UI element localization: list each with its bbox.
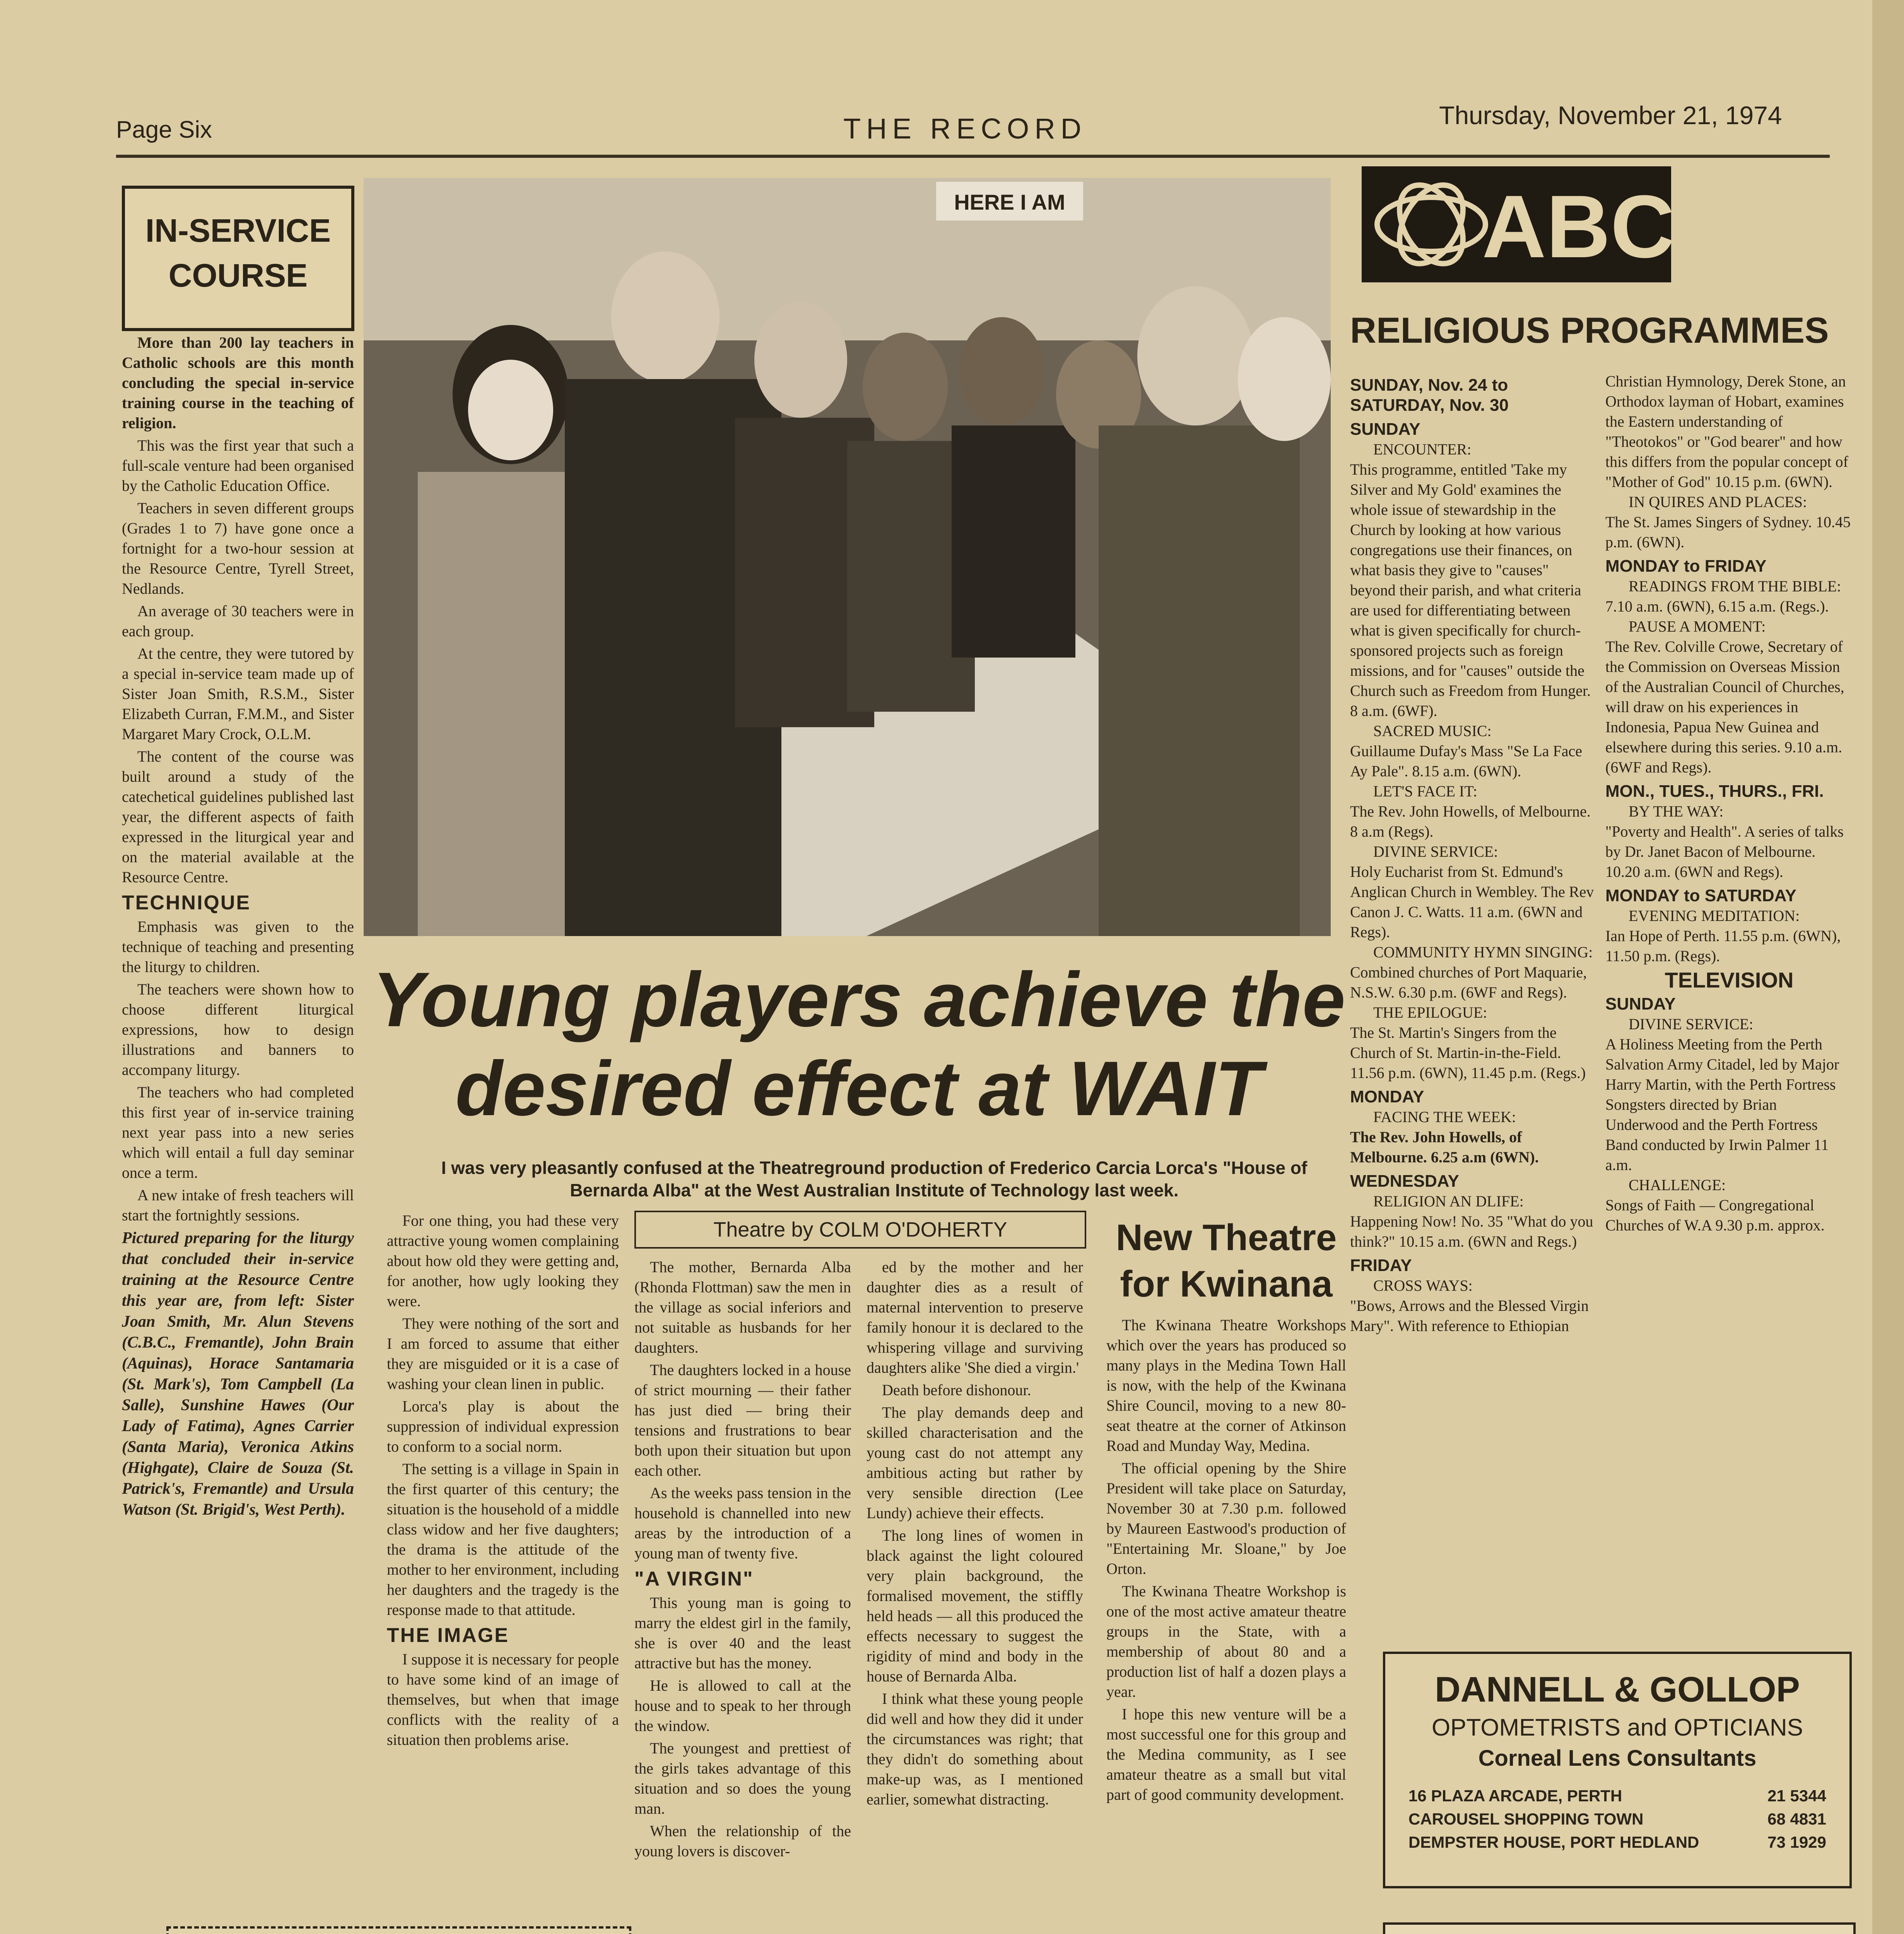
wait-col3	[867, 1257, 1083, 1812]
inservice-title-line1: IN-SERVICE	[145, 212, 331, 249]
abc-description: 7.10 a.m. (6WN), 6.15 a.m. (Regs.).	[1605, 598, 1829, 615]
abc-programme: RELIGION AN DLIFE:	[1373, 1193, 1524, 1210]
dannell-place: CAROUSEL SHOPPING TOWN	[1408, 1810, 1644, 1828]
abc-description: The St. James Singers of Sydney. 10.45 p.m. (6WN).	[1605, 513, 1851, 551]
abc-day: MON., TUES., THURS., FRI.	[1605, 782, 1824, 801]
wait-para: The youngest and prettiest of the girls takes advantage of this situation and so does the young man.	[634, 1739, 851, 1817]
abc-programmes-col1	[1350, 371, 1598, 1336]
abc-logo-text: ABC	[1482, 177, 1671, 276]
newtheatre-para: The Kwinana Theatre Workshop is one of the most active amateur theatre groups in the State, with a membership of about 80 and a production list of half a dozen plays a year.	[1106, 1582, 1346, 1700]
theatre-byline: Theatre by COLM O'DOHERTY	[634, 1211, 1086, 1249]
abc-description: Christian Hymnology, Derek Stone, an Orthodox layman of Hobart, examines the Eastern understanding of "Theotokos" or "God bearer" and how this differs from the popular concept of "Mother of God" 10.15 p.m. (6WN).	[1605, 372, 1848, 490]
abc-programme: DIVINE SERVICE:	[1373, 843, 1498, 860]
abc-description: This programme, entitled 'Take my Silver and My Gold' examines the whole issue of stewardship in the Church by looking at how various congregations use their finances, on what basis they give to "causes" beyond their parish, and what criteria are used for differentiating between what is given specifically for church-sponsored projects such as foreign missions, and for "causes" outside the Church such as Freedom from Hunger. 8 a.m. (6WF).	[1350, 461, 1591, 719]
wait-para: He is allowed to call at the house and to speak to her through the window.	[634, 1677, 851, 1734]
abc-programme: THE EPILOGUE:	[1373, 1004, 1487, 1021]
technique-para: The teachers were shown how to choose different liturgical expressions, how to design illustrations and banners to accompany liturgy.	[122, 981, 354, 1078]
dannell-phone: 73 1929	[1767, 1833, 1826, 1851]
inservice-title-line2: COURSE	[168, 257, 308, 294]
wait-col1	[387, 1211, 619, 1752]
wait-para: Lorca's play is about the suppression of individual expression to conform to a social norm.	[387, 1398, 619, 1455]
clontarf-ad	[166, 1926, 631, 1934]
issue-date: Thursday, November 21, 1974	[1439, 101, 1782, 130]
technique-para: The teachers who had completed this first year of in-service training next year pass into a new series which will entail a full day seminar once a term.	[122, 1083, 354, 1181]
religious-programmes-heading: RELIGIOUS PROGRAMMES	[1350, 310, 1829, 350]
abc-dates: SUNDAY, Nov. 24 to SATURDAY, Nov. 30	[1350, 376, 1509, 415]
dannell-row	[1408, 1787, 1826, 1805]
newtheatre-para: I hope this new venture will be a most successful one for this group and the Medina community, as I see amateur theatre as a small but vital part of good community development.	[1106, 1705, 1346, 1803]
abc-lissajous-icon	[1362, 166, 1671, 282]
wait-para: The mother, Bernarda Alba (Rhonda Flottman) saw the men in the village as social inferiors and not suitable as husbands for her daughters.	[634, 1258, 851, 1356]
inservice-para: Teachers in seven different groups (Grades 1 to 7) have gone once a fortnight for a two-hour session at the Resource Centre, Tyrell Street, Nedlands.	[122, 499, 354, 597]
inservice-para: More than 200 lay teachers in Catholic schools are this month concluding the special in-service training course in the teaching of religion.	[122, 334, 354, 432]
inservice-title-box	[122, 186, 354, 331]
dannell-place: DEMPSTER HOUSE, PORT HEDLAND	[1408, 1833, 1699, 1851]
dannell-sub: OPTOMETRISTS and OPTICIANS	[1431, 1714, 1803, 1741]
header-rule	[116, 155, 1830, 158]
abc-description: The St. Martin's Singers from the Church of St. Martin-in-the-Field. 11.56 p.m. (6WN), 11.45 p.m. (Regs.)	[1350, 1024, 1586, 1081]
abc-description: The Rev. John Howells, of Melbourne. 8 a.m (Regs).	[1350, 803, 1591, 840]
dannell-locations	[1408, 1787, 1826, 1852]
television-subhead: TELEVISION	[1665, 968, 1794, 992]
abc-day: SUNDAY	[1605, 994, 1676, 1013]
masthead: THE RECORD	[843, 113, 1087, 145]
wait-para: I think what these young people did well and how they did it under the circumstances was right; that they didn't do something about make-up was, as I mentioned earlier, somewhat distracting.	[867, 1690, 1083, 1808]
wait-para: This young man is going to marry the eldest girl in the family, she is over 40 and the least attractive but has the money.	[634, 1594, 851, 1672]
abc-description: The Rev. Colville Crowe, Secretary of the Commission on Overseas Mission of the Australian Council of Churches, will draw on his experiences in Indonesia, Papua New Guinea and elsewhere during this series. 9.10 a.m. (6WF and Regs).	[1605, 638, 1844, 776]
abc-description: Songs of Faith — Congregational Churches of W.A 9.30 p.m. approx.	[1605, 1196, 1825, 1234]
newtheatre-article	[1106, 1315, 1346, 1807]
abc-programme: BY THE WAY:	[1629, 803, 1724, 820]
wait-para: When the relationship of the young lovers is discover-	[634, 1822, 851, 1860]
abc-programmes-col2	[1605, 371, 1853, 1235]
abc-programme: CROSS WAYS:	[1373, 1277, 1473, 1294]
photo-illustration	[364, 178, 1331, 936]
abc-description: Guillaume Dufay's Mass "Se La Face Ay Pale". 8.15 a.m. (6WN).	[1350, 742, 1583, 780]
wait-para: The daughters locked in a house of strict mourning — their father has just died — bring their tensions and frustrations to bear both upon their situation but upon each other.	[634, 1361, 851, 1479]
abc-logo	[1362, 166, 1671, 282]
group-photo	[364, 178, 1331, 936]
inservice-para: This was the first year that such a full-scale venture had been organised by the Catholic Education Office.	[122, 437, 354, 494]
wait-para: I suppose it is necessary for people to have some kind of an image of themselves, but when that image conflicts with the reality of a situation then problems arise.	[387, 1650, 619, 1748]
wait-para: As the weeks pass tension in the household is channelled into new areas by the introduction of a young man of twenty five.	[634, 1484, 851, 1562]
abc-description: Happening Now! No. 35 "What do you think?" 10.15 a.m. (6WN and Regs.)	[1350, 1213, 1593, 1250]
virgin-subhead: "A VIRGIN"	[634, 1568, 754, 1590]
inservice-para: The content of the course was built around a study of the catechetical guidelines published last year, the different aspects of faith expressed in the liturgical year and on the material available at the Resource Centre.	[122, 748, 354, 886]
abc-day: MONDAY	[1350, 1087, 1424, 1106]
page-edge	[1872, 0, 1904, 1934]
abc-programme: CHALLENGE:	[1629, 1176, 1726, 1194]
abc-description: Combined churches of Port Maquarie, N.S.W. 6.30 p.m. (6WF and Regs).	[1350, 964, 1587, 1001]
abc-description: "Bows, Arrows and the Blessed Virgin Mary". With reference to Ethiopian	[1350, 1297, 1589, 1334]
photo-banner-text: HERE I AM	[954, 190, 1065, 214]
abc-programme: COMMUNITY HYMN SINGING:	[1373, 943, 1593, 961]
inservice-para: At the centre, they were tutored by a special in-service team made up of Sister Joan Smith, R.S.M., Sister Elizabeth Curran, F.M.M., and Sister Margaret Mary Crock, O.L.M.	[122, 645, 354, 743]
technique-subhead: TECHNIQUE	[122, 892, 251, 914]
abc-programme: DIVINE SERVICE:	[1629, 1015, 1754, 1033]
abc-description: Holy Eucharist from St. Edmund's Anglican Church in Wembley. The Rev Canon J. C. Watts. 11 a.m. (6WN and Regs).	[1350, 863, 1594, 941]
newtheatre-headline	[1106, 1215, 1346, 1307]
newtheatre-para: The official opening by the Shire President will take place on Saturday, November 30 at 7.30 p.m. followed by Maureen Eastwood's production of "Entertaining Mr. Sloane," by Joe Orton.	[1106, 1459, 1346, 1577]
wait-headline-line2: desired effect at WAIT	[455, 1046, 1262, 1132]
abc-description: "Poverty and Health". A series of talks by Dr. Janet Bacon of Melbourne. 10.20 a.m. (6WN and Regs).	[1605, 823, 1844, 880]
dannell-place: 16 PLAZA ARCADE, PERTH	[1408, 1787, 1622, 1805]
abc-programme: ENCOUNTER:	[1373, 441, 1472, 458]
abc-programme: READINGS FROM THE BIBLE:	[1629, 577, 1841, 595]
dannell-phone: 68 4831	[1767, 1810, 1826, 1828]
abc-day: WEDNESDAY	[1350, 1172, 1459, 1191]
abc-day: SUNDAY	[1350, 420, 1420, 439]
abc-programme: SACRED MUSIC:	[1373, 722, 1492, 740]
page-number: Page Six	[116, 116, 212, 143]
newtheatre-headline-line1: New Theatre	[1116, 1217, 1337, 1258]
wait-para: The play demands deep and skilled characterisation and the young cast do not attempt any ambitious acting but rather by very sensible direction (Lee Lundy) achieve their effects.	[867, 1404, 1083, 1522]
abc-description: Ian Hope of Perth. 11.55 p.m. (6WN), 11.50 p.m. (Regs).	[1605, 927, 1841, 965]
abc-description: A Holiness Meeting from the Perth Salvation Army Citadel, led by Major Harry Martin, with the Perth Fortress Songsters directed by Brian Underwood and the Perth Fortress Band conducted by Irwin Palmer 11 a.m.	[1605, 1035, 1839, 1174]
abc-day: FRIDAY	[1350, 1256, 1412, 1275]
wait-para: They were nothing of the sort and I am forced to assume that either they are misguided or it is a case of washing your clean linen in public.	[387, 1315, 619, 1392]
newtheatre-para: The Kwinana Theatre Workshops which over the years has produced so many plays in the Medina Town Hall is now, with the help of the Kwinana Shire Council, moving to a new 80-seat theatre at the corner of Atkinson Road and Munday Way, Medina.	[1106, 1316, 1346, 1454]
abc-programme: FACING THE WEEK:	[1373, 1108, 1516, 1126]
abc-description: The Rev. John Howells, of Melbourne. 6.25 a.m (6WN).	[1350, 1128, 1539, 1166]
technique-para: A new intake of fresh teachers will start the fortnightly sessions.	[122, 1186, 354, 1224]
technique-para: Emphasis was given to the technique of teaching and presenting the liturgy to children.	[122, 918, 354, 976]
abc-programme: LET'S FACE IT:	[1373, 782, 1477, 800]
wait-headline-line1: Young players achieve the	[372, 957, 1345, 1043]
wait-headline	[371, 955, 1346, 1133]
wait-para: Death before dishonour.	[882, 1381, 1031, 1399]
abc-programme: PAUSE A MOMENT:	[1629, 618, 1766, 635]
inservice-article	[122, 333, 354, 1520]
dannell-row	[1408, 1810, 1826, 1828]
dannell-gollop-ad	[1383, 1652, 1852, 1888]
dannell-name: DANNELL & GOLLOP	[1435, 1670, 1800, 1709]
abc-programme: EVENING MEDITATION:	[1629, 907, 1800, 924]
inservice-para: An average of 30 teachers were in each group.	[122, 602, 354, 640]
photo-caption: Pictured preparing for the liturgy that concluded their in-service training at the Resource Centre this year are, from left: Sister Joan Smith, Mr. Alun Stevens (C.B.C., Fremantle), John Brain (Aquinas), Horace Santamaria (St. Mark's), Tom Campbell (La Salle), Sunshine Hawes (Our Lady of Fatima), Agnes Carrier (Santa Maria), Veronica Atkins (Highgate), Claire de Souza (St. Patrick's, Fremantle) and Ursula Watson (St. Brigid's, West Perth).	[122, 1229, 354, 1519]
wait-col2	[634, 1257, 851, 1864]
wait-standfirst: I was very pleasantly confused at the Theatreground production of Frederico Carcia Lorca's "House of Bernarda Alba" at the West Australian Institute of Technology last week.	[441, 1158, 1308, 1200]
wait-para: The long lines of women in black against the light coloured very plain background, the formalised movement, the stiffly held heads — all this produced the effects necessary to suggest the rigidity of mind and body in the house of Bernarda Alba.	[867, 1527, 1083, 1685]
abc-day: MONDAY to FRIDAY	[1605, 557, 1767, 576]
wait-para: For one thing, you had these very attractive young women complaining about how old they were getting and, for another, how ugly looking they were.	[387, 1212, 619, 1310]
image-subhead: THE IMAGE	[387, 1624, 509, 1647]
dannell-phone: 21 5344	[1767, 1787, 1826, 1805]
dannell-sub2: Corneal Lens Consultants	[1478, 1746, 1757, 1771]
dannell-row	[1408, 1833, 1826, 1852]
wait-para: The setting is a village in Spain in the first quarter of this century; the situation is the household of a middle class widow and her five daughters; the drama is the attitude of the mother to her environment, including her daughters and the tragedy is the response made to that attitude.	[387, 1460, 619, 1618]
wa-trustees-ad	[1383, 1922, 1856, 1934]
wait-para: ed by the mother and her daughter dies as a result of maternal intervention to preserve family honour it is declared to the whispering village and surviving daughters alike 'She died a virgin.'	[867, 1258, 1083, 1376]
abc-day: MONDAY to SATURDAY	[1605, 886, 1796, 905]
newtheatre-headline-line2: for Kwinana	[1120, 1263, 1333, 1305]
abc-programme: IN QUIRES AND PLACES:	[1629, 493, 1807, 511]
